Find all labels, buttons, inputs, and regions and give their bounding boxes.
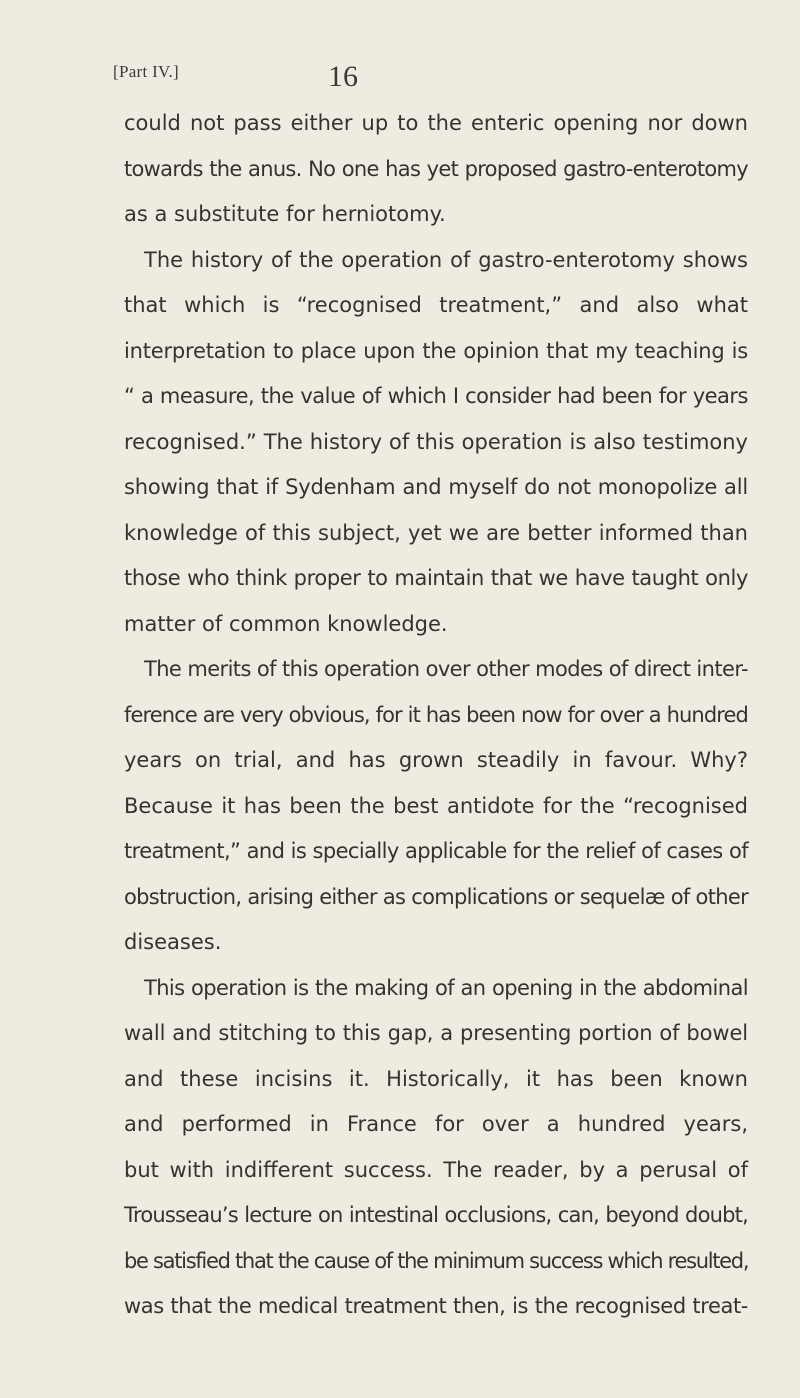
text-line: could not pass either up to the enteric opening nor down	[124, 111, 748, 135]
text-line: obstruction, arising either as complications or sequelæ of other	[124, 884, 748, 909]
text-line: knowledge of this subject, yet we are better informed than	[124, 520, 748, 545]
text-line: recognised.” The history of this operation is also testimony	[124, 429, 748, 454]
paragraph-start-line: This operation is the making of an opening in the abdominal	[144, 975, 748, 1000]
page-number: 16	[328, 60, 358, 93]
text-line: be satisfied that the cause of the minimum success which resulted,	[124, 1248, 749, 1273]
text-line: as a substitute for herniotomy.	[124, 202, 446, 226]
paragraph-start-line: The history of the operation of gastro-enterotomy shows	[144, 247, 748, 272]
text-line: treatment,” and is specially applicable for the relief of cases of	[124, 839, 748, 863]
text-line: years on trial, and has grown steadily in favour. Why?	[124, 748, 748, 772]
text-line: matter of common knowledge.	[124, 611, 448, 636]
text-line: but with indifferent success. The reader, by a perusal of	[124, 1157, 748, 1182]
running-head-part: [Part IV.]	[113, 62, 179, 81]
page-header	[113, 62, 713, 102]
text-line: ference are very obvious, for it has been now for over a hundred	[124, 702, 748, 727]
text-line: Because it has been the best antidote for the “recognised	[124, 793, 748, 818]
text-line: showing that if Sydenham and myself do not monopolize all	[124, 475, 748, 499]
body-text	[124, 101, 748, 1330]
text-line: and performed in France for over a hundred years,	[124, 1112, 748, 1136]
text-line: towards the anus. No one has yet proposed gastro-enterotomy	[124, 156, 748, 181]
text-line: those who think proper to maintain that we have taught only	[124, 566, 748, 590]
text-line: Trousseau’s lecture on intestinal occlusions, can, beyond doubt,	[124, 1203, 748, 1227]
text-line: that which is “recognised treatment,” and also what	[124, 293, 748, 317]
text-line: was that the medical treatment then, is the recognised treat-	[124, 1294, 748, 1318]
paragraph-start-line: The merits of this operation over other modes of direct inter-	[144, 657, 748, 681]
text-line: “ a measure, the value of which I consider had been for years	[124, 384, 748, 408]
text-line: diseases.	[124, 930, 222, 954]
text-line: interpretation to place upon the opinion that my teaching is	[124, 338, 748, 363]
text-line: wall and stitching to this gap, a presenting portion of bowel	[124, 1021, 748, 1045]
text-line: and these incisins it. Historically, it has been known	[124, 1066, 748, 1091]
